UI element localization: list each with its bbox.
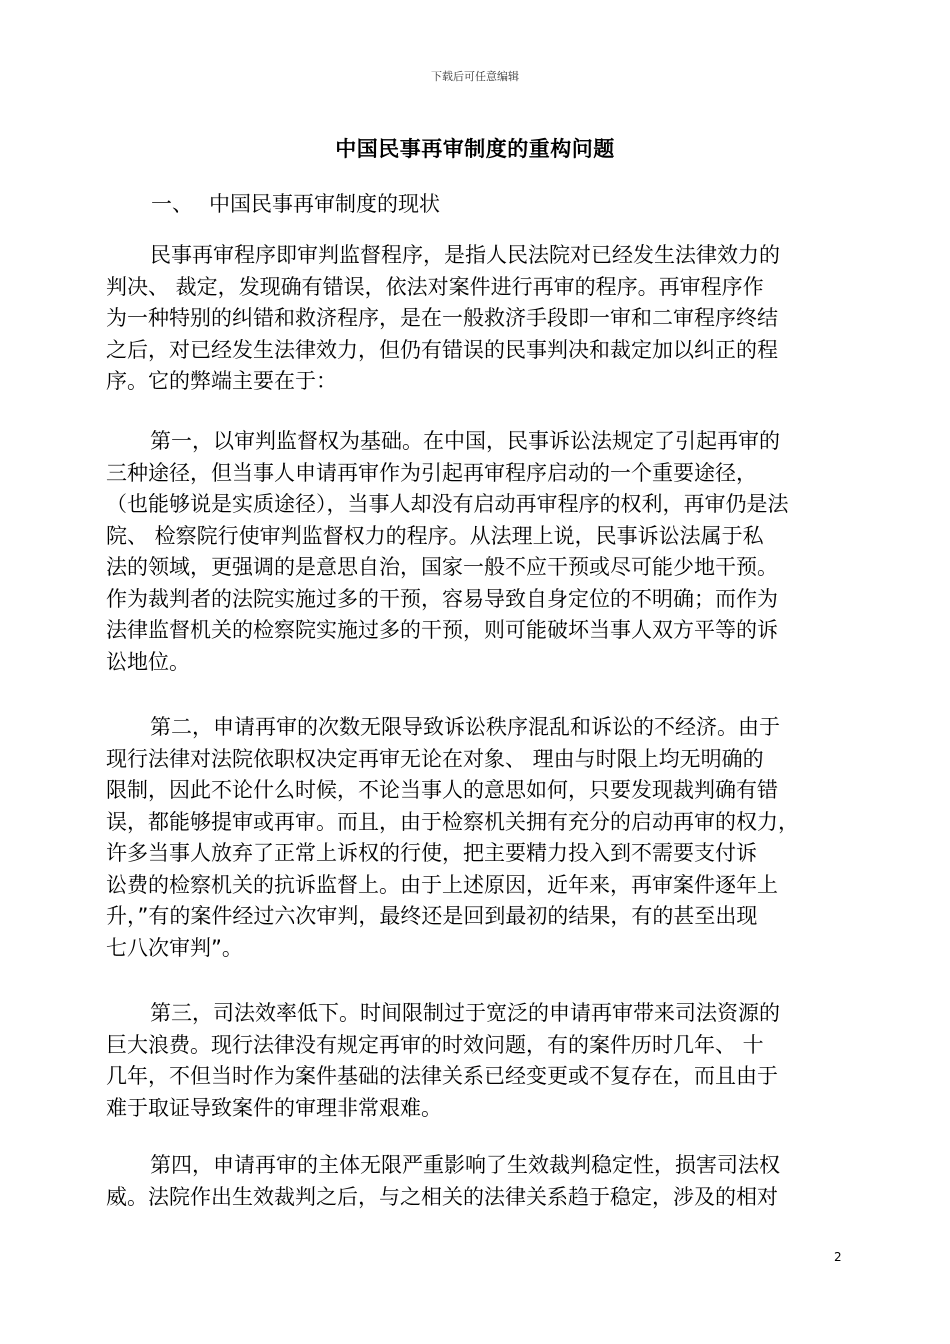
paragraph-line: 判决、 裁定，发现确有错误，依法对案件进行再审的程序。再审程序作 xyxy=(106,274,764,299)
paragraph-line: 法的领域，更强调的是意思自治，国家一般不应干预或尽可能少地干预。 xyxy=(106,555,778,579)
paragraph-line: 七八次审判”。 xyxy=(106,935,243,960)
paragraph-1 xyxy=(106,240,846,398)
paragraph-line: 之后，对已经发生法律效力，但仍有错误的民事判决和裁定加以纠正的程 xyxy=(106,337,778,362)
page-number: 2 xyxy=(834,1250,842,1264)
paragraph-line: 第三，司法效率低下。时间限制过于宽泛的申请再审带来司法资源的 xyxy=(150,1001,780,1025)
paragraph-4 xyxy=(106,998,846,1124)
document-title: 中国民事再审制度的重构问题 xyxy=(335,137,615,161)
paragraph-line: 难于取证导致案件的审理非常艰难。 xyxy=(106,1095,442,1120)
section-title: 中国民事再审制度的现状 xyxy=(209,192,440,216)
paragraph-line: 第四，申请再审的主体无限严重影响了生效裁判稳定性，损害司法权 xyxy=(150,1153,780,1177)
paragraph-line: 民事再审程序即审判监督程序，是指人民法院对已经发生法律效力的 xyxy=(150,243,780,267)
paragraph-line: 威。法院作出生效裁判之后，与之相关的法律关系趋于稳定，涉及的相对 xyxy=(106,1184,778,1209)
paragraph-line: 作为裁判者的法院实施过多的干预，容易导致自身定位的不明确；而作为 xyxy=(106,586,778,611)
section-number: 一、 xyxy=(151,192,193,216)
paragraph-line: 第一，以审判监督权为基础。在中国，民事诉讼法规定了引起再审的 xyxy=(150,429,780,453)
paragraph-line: 许多当事人放弃了正常上诉权的行使，把主要精力投入到不需要支付诉 xyxy=(106,841,757,865)
paragraph-5 xyxy=(106,1150,846,1213)
paragraph-line: 升，”有的案件经过六次审判，最终还是回到最初的结果，有的甚至出现 xyxy=(106,904,758,928)
section-heading xyxy=(151,188,440,218)
page-header: 下载后可任意编辑 xyxy=(431,70,519,83)
paragraph-3 xyxy=(106,712,846,964)
paragraph-line: 法律监督机关的检察院实施过多的干预，则可能破坏当事人双方平等的诉 xyxy=(106,618,778,642)
paragraph-line: 讼费的检察机关的抗诉监督上。由于上述原因，近年来，再审案件逐年上 xyxy=(106,872,778,897)
paragraph-line: 序。它的弊端主要在于： xyxy=(106,369,337,393)
paragraph-line: 为一种特别的纠错和救济程序，是在一般救济手段即一审和二审程序终结 xyxy=(106,306,778,330)
paragraph-line: 三种途径，但当事人申请再审作为引起再审程序启动的一个重要途径， xyxy=(106,460,757,485)
paragraph-2 xyxy=(106,426,846,678)
paragraph-line: 误，都能够提审或再审。而且，由于检察机关拥有充分的启动再审的权力， xyxy=(106,809,799,834)
paragraph-line: 几年，不但当时作为案件基础的法律关系已经变更或不复存在，而且由于 xyxy=(106,1064,778,1088)
paragraph-line: 现行法律对法院依职权决定再审无论在对象、 理由与时限上均无明确的 xyxy=(106,746,764,771)
paragraph-line: （也能够说是实质途径），当事人却没有启动再审程序的权利，再审仍是法 xyxy=(106,492,789,516)
paragraph-line: 讼地位。 xyxy=(106,649,190,674)
paragraph-line: 院、 检察院行使审判监督权力的程序。从法理上说，民事诉讼法属于私 xyxy=(106,523,764,548)
paragraph-line: 巨大浪费。现行法律没有规定再审的时效问题，有的案件历时几年、 十 xyxy=(106,1032,764,1057)
paragraph-line: 第二，申请再审的次数无限导致诉讼秩序混乱和诉讼的不经济。由于 xyxy=(150,715,780,739)
paragraph-line: 限制，因此不论什么时候，不论当事人的意思如何，只要发现裁判确有错 xyxy=(106,778,778,802)
